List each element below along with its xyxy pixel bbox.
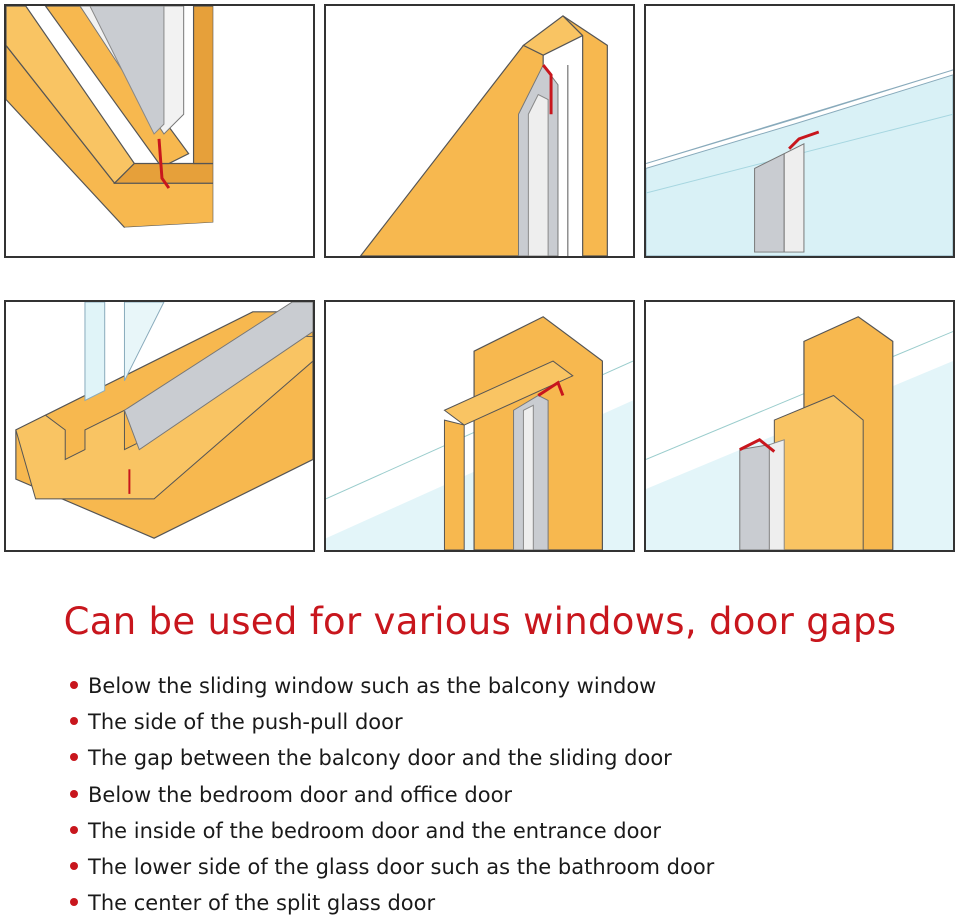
- usage-headline: Can be used for various windows, door gaps: [63, 600, 897, 643]
- sliding-window-track-seal-illustration: [4, 300, 315, 552]
- usage-list: [70, 668, 714, 921]
- bullet-icon: [70, 753, 78, 761]
- bullet-icon: [70, 717, 78, 725]
- list-item: Below the bedroom door and office door: [70, 777, 714, 813]
- bullet-icon: [70, 826, 78, 834]
- bullet-icon: [70, 898, 78, 906]
- glass-gap-seal-illustration: [644, 4, 955, 258]
- bullet-icon: [70, 862, 78, 870]
- list-item: The center of the split glass door: [70, 885, 714, 921]
- bullet-icon: [70, 681, 78, 689]
- list-item: The gap between the balcony door and the sliding door: [70, 740, 714, 776]
- door-jamb-glass-seal-illustration: [324, 300, 635, 552]
- list-item: Below the sliding window such as the balcony window: [70, 668, 714, 704]
- list-item: The side of the push-pull door: [70, 704, 714, 740]
- bullet-icon: [70, 790, 78, 798]
- window-sill-seal-illustration: [4, 4, 315, 258]
- door-frame-side-seal-illustration: [324, 4, 635, 258]
- list-item: The inside of the bedroom door and the entrance door: [70, 813, 714, 849]
- split-glass-door-seal-illustration: [644, 300, 955, 552]
- list-item: The lower side of the glass door such as the bathroom door: [70, 849, 714, 885]
